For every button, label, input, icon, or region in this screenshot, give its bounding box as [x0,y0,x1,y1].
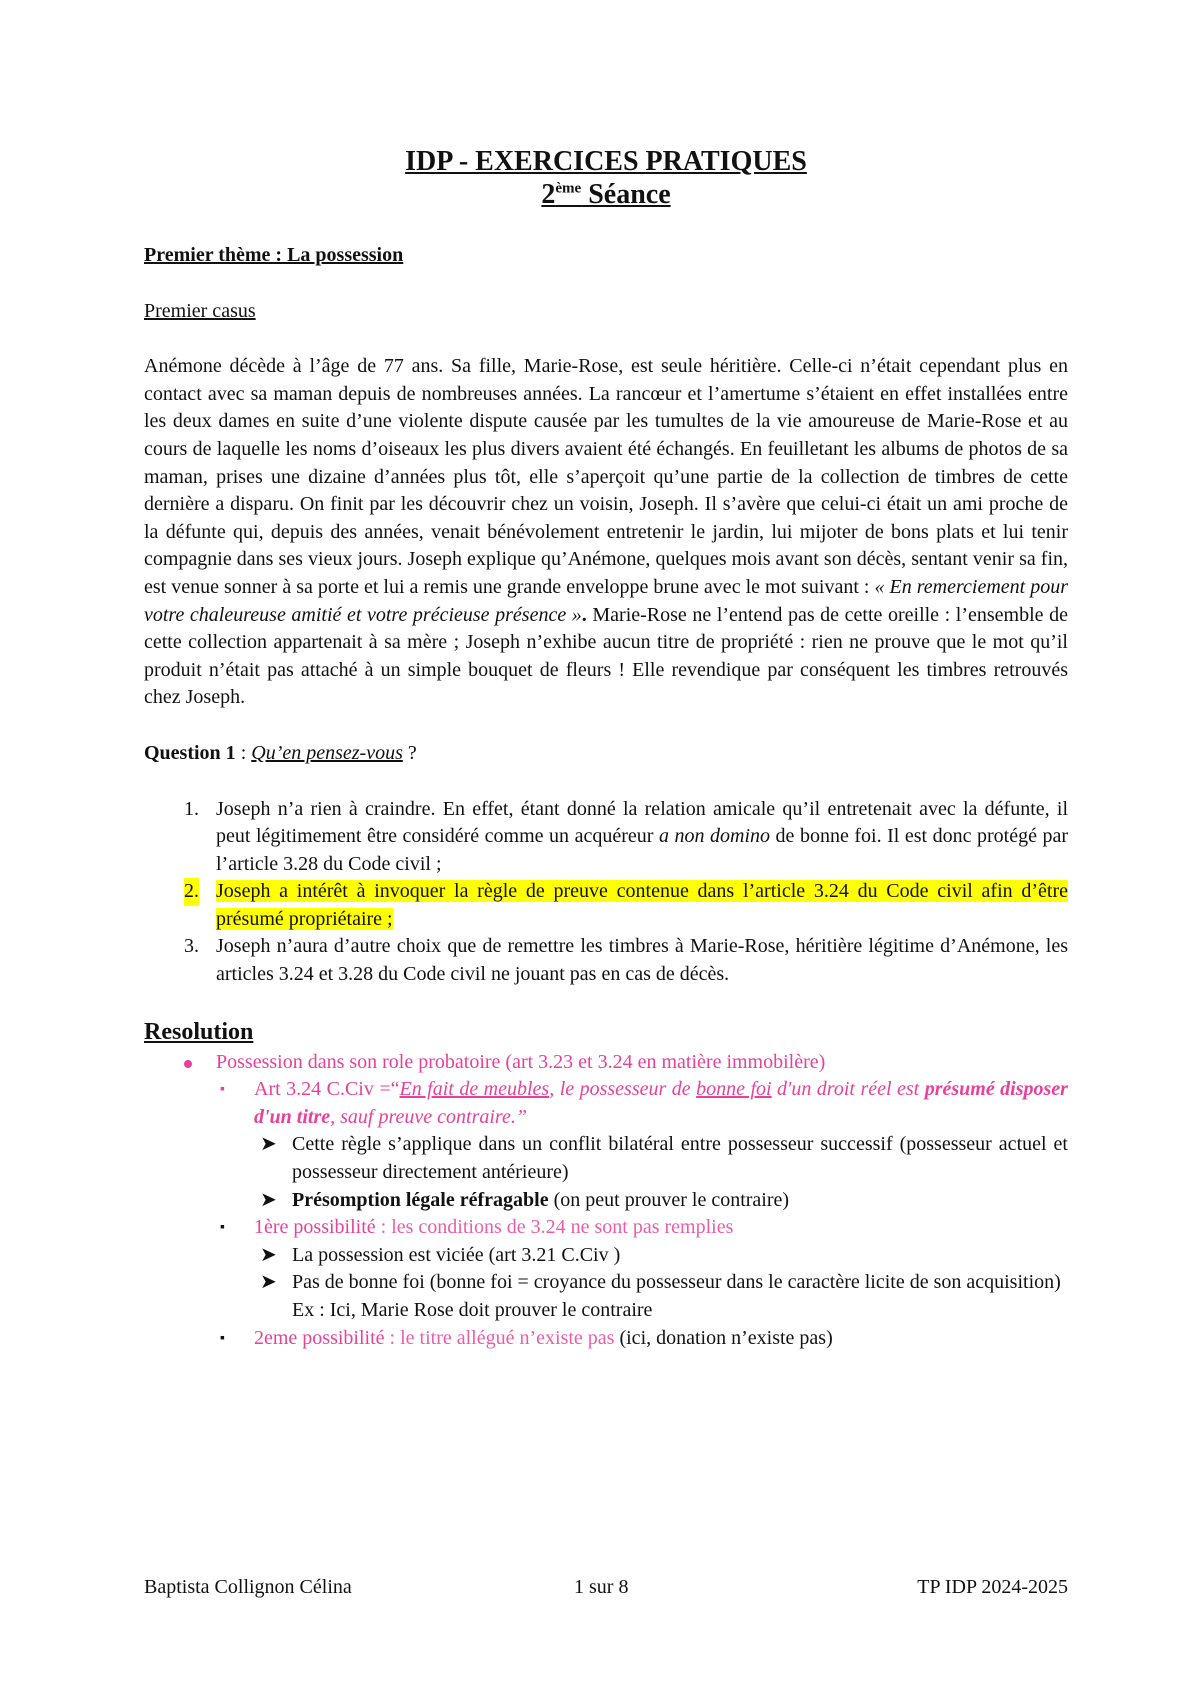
possibility-2-text: : le titre allégué n’existe pas [384,1326,615,1349]
arrow-bullet-icon: ➤ [260,1243,277,1266]
option-text-em: a non domino [658,825,771,848]
answer-options [144,796,1068,989]
bonne-foi-text: Pas de bonne foi (bonne foi = croyance du possesseur dans le caractère licite de son acquisition) [292,1271,1061,1294]
paragraph-quote-end: . [581,603,587,626]
article-underlined-2: bonne foi [696,1078,772,1101]
rule-2-bold: Présomption légale réfragable [292,1188,549,1211]
footer-author: Baptista Collignon Célina [144,1576,352,1598]
subtitle-number: 2 [541,179,556,210]
subtitle-text: Séance [581,179,671,210]
footer-course: TP IDP 2024-2025 [917,1576,1068,1598]
paragraph-quote: « En remerciement pour votre chaleureuse amitié et votre précieuse présence » [144,575,1068,626]
footer-page-number: 1 sur 8 [574,1576,629,1598]
resolution-item-bonne-foi [144,1269,1068,1297]
question-separator: : [235,741,252,764]
question-end: ? [402,741,417,764]
casus-heading: Premier casus [144,299,256,322]
paragraph-rest: Marie-Rose ne l’entend pas de cette oreille : l’ensemble de cette collection appartenait à sa mère ; Joseph n’exhibe aucun titre de propriété : rien ne prouve que le mot qu’il produit n’était pas attaché à un simple bouquet de fleurs ! Elle revendique par conséquent les timbres retrouvés chez Joseph. [144,603,1068,709]
option-text-a: Joseph n’a rien à craindre. En effet, étant donné la relation amicale qu’il entretenait avec la défunte, il peut légitimement être considéré comme un acquéreur [216,797,1068,848]
vice-text: La possession est viciée (art 3.21 C.Civ ) [292,1243,621,1266]
question-text: Qu’en pensez-vous [251,741,403,764]
resolution-item-rule-2 [144,1187,1068,1215]
resolution-item-vice [144,1242,1068,1270]
possibility-2-label: 2eme possibilité [254,1326,385,1349]
pink-square-bullet-icon: ▪ [220,1082,225,1098]
article-prefix: Art 3.24 C.Civ =“ [254,1078,400,1101]
option-number: 3. [184,935,199,958]
case-paragraph [144,353,1068,712]
paragraph-main: Anémone décède à l’âge de 77 ans. Sa fille, Marie-Rose, est seule héritière. Celle-ci n’était cependant plus en contact avec sa maman depuis de nombreuses années. La rancœur et l’amertume s’étaient en effet installées entre les deux dames en suite d’une violente dispute causée par les tumultes de la vie amoureuse de Marie-Rose et au cours de laquelle les noms d’oiseaux les plus divers avaient été échangés. En feuilletant les albums de photos de sa maman, prises une dizaine d’années plus tôt, elle s’aperçoit qu’une partie de la collection de timbres de cette dernière a disparu. On finit par les découvrir chez un voisin, Joseph. Il s’avère que celui-ci était un ami proche de la défunte qui, depuis des années, venait bénévolement entretenir le jardin, lui mijoter de bons plats et lui tenir compagnie dans ses vieux jours. Joseph explique qu’Anémone, quelques mois avant son décès, sentant venir sa fin, est venue sonner à sa porte et lui a remis une grande enveloppe brune avec le mot suivant : [144,355,1068,598]
resolution-item-article [144,1076,1068,1131]
article-text [254,1078,1068,1128]
option-number: 2. [184,878,199,906]
example-text: Ex : Ici, Marie Rose doit prouver le contraire [292,1299,653,1321]
question-line [144,740,1068,768]
answer-option-2 [144,878,1068,933]
answer-option-1 [144,796,1068,879]
resolution-item-example [144,1297,1068,1325]
possibility-1-label: 1ère possibilité [254,1216,376,1239]
document-title: IDP - EXERCICES PRATIQUES [405,146,807,177]
option-text-b: de bonne foi. Il est donc protégé par l’article 3.28 du Code civil ; [216,825,1069,875]
arrow-bullet-icon: ➤ [260,1271,277,1294]
article-underlined-1: En fait de meubles [399,1078,550,1101]
option-number: 1. [184,797,199,820]
arrow-bullet-icon: ➤ [260,1188,277,1211]
resolution-item-possibility-1 [144,1214,1068,1242]
rule-1-text: Cette règle s’applique dans un conflit bilatéral entre possesseur successif (possesseur actuel et possesseur directement antérieure) [292,1133,1068,1184]
possibility-2-note: (ici, donation n’existe pas) [614,1326,833,1349]
answer-option-3 [144,933,1068,988]
option-text: Joseph n’aura d’autre choix que de remettre les timbres à Marie-Rose, héritière légitime d’Anémone, les articles 3.24 et 3.28 du Code civil ne jouant pas en cas de décès. [216,935,1068,986]
pink-dot-bullet-icon [184,1049,192,1077]
page-content [144,146,1068,1352]
arrow-bullet-icon: ➤ [260,1133,277,1156]
rule-2-rest: (on peut prouver le contraire) [548,1188,790,1211]
theme-heading: Premier thème : La possession [144,244,404,266]
article-part-d: , sauf preuve contraire.” [330,1105,527,1128]
resolution-item-rule-1 [144,1131,1068,1186]
question-label: Question 1 [144,741,236,764]
subtitle-superscript: ème [555,180,582,197]
option-text-highlighted: Joseph a intérêt à invoquer la règle de preuve contenue dans l’article 3.24 du Code civil afin d’être présumé propriétaire ; [216,880,1068,930]
resolution-heading: Resolution [144,1018,254,1045]
square-bullet-icon: ▪ [220,1330,225,1346]
resolution-item-role [144,1049,1068,1077]
possibility-1-text: : les conditions de 3.24 ne sont pas remplies [375,1216,734,1239]
resolution-role-text: Possession dans son role probatoire (art 3.23 et 3.24 en matière immobilère) [216,1050,826,1073]
resolution-item-possibility-2 [144,1325,1068,1353]
article-bold: présumé disposer d'un titre [254,1078,1068,1128]
document-subtitle [144,178,1068,212]
article-part-b: , le possesseur de [549,1078,697,1101]
square-bullet-icon: ▪ [220,1220,225,1236]
article-part-c: d'un droit réel est [771,1078,925,1101]
